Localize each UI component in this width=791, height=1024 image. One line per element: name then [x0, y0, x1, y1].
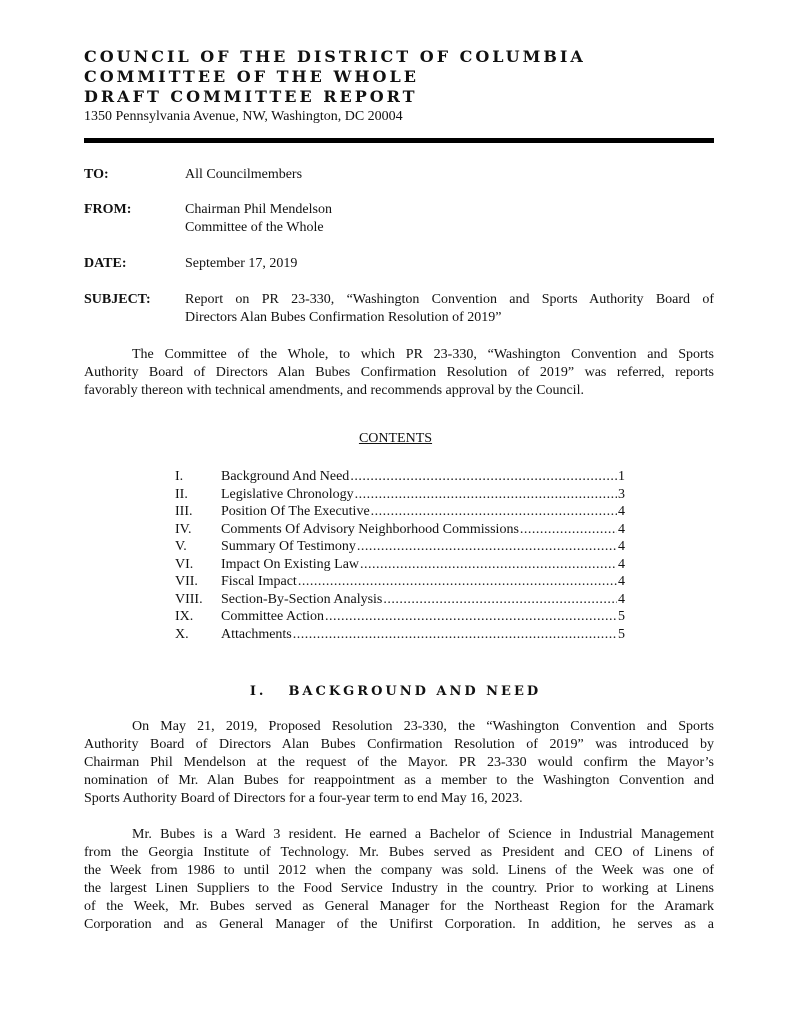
toc-leader	[357, 538, 617, 556]
council-address: 1350 Pennsylvania Avenue, NW, Washington, DC 20004	[84, 109, 403, 124]
toc-page-number: 3	[618, 486, 625, 502]
toc-leader	[383, 591, 617, 609]
toc-title: Fiscal Impact	[221, 574, 297, 589]
toc-page-number: 5	[618, 609, 625, 624]
toc-page-number: 4	[618, 556, 625, 572]
to-label: TO:	[84, 167, 109, 182]
toc-number: I.	[175, 469, 184, 484]
paragraph-line: On May 21, 2019, Proposed Resolution 23-330, the “Washington Convention and Sports	[132, 719, 714, 734]
toc-entry	[175, 521, 625, 539]
background-paragraph-1	[84, 718, 714, 808]
toc-entry	[175, 626, 625, 644]
toc-number: V.	[175, 539, 187, 554]
toc-number: II.	[175, 486, 188, 502]
header-rule	[84, 138, 714, 143]
background-paragraph-2	[84, 826, 714, 934]
toc-entry	[175, 573, 625, 591]
subject-value-line-1: Report on PR 23-330, “Washington Convention and Sports Authority Board of	[185, 292, 714, 307]
paragraph-line: Mr. Bubes is a Ward 3 resident. He earned a Bachelor of Science in Industrial Management	[132, 827, 714, 842]
paragraph-line: from the Georgia Institute of Technology. Mr. Bubes served as President and CEO of Linens of	[84, 845, 714, 860]
intro-line: favorably thereon with technical amendments, and recommends approval by the Council.	[84, 383, 584, 398]
section-heading	[0, 683, 791, 701]
toc-page-number: 4	[618, 574, 625, 589]
toc-leader	[520, 521, 617, 539]
toc-number: VII.	[175, 574, 198, 589]
toc-entry	[175, 591, 625, 609]
toc-page-number: 4	[618, 591, 625, 607]
toc-number: VI.	[175, 556, 194, 572]
toc-entry	[175, 538, 625, 556]
paragraph-line: Corporation and as General Manager of the Unifirst Corporation. In addition, he serves as a	[84, 917, 714, 932]
toc-entry	[175, 608, 625, 626]
toc-leader	[293, 626, 617, 644]
toc-number: VIII.	[175, 591, 203, 607]
to-value: All Councilmembers	[185, 167, 303, 182]
intro-paragraph	[84, 346, 714, 400]
toc-page-number: 4	[618, 504, 625, 519]
paragraph-line: Chairman Phil Mendelson at the request of the Mayor. PR 23-330 would confirm the Mayor’s	[84, 755, 714, 770]
toc-page-number: 4	[618, 539, 625, 554]
contents-title: CONTENTS	[358, 431, 433, 446]
toc-leader	[325, 608, 617, 626]
toc-title: Position Of The Executive	[221, 504, 370, 519]
toc-leader	[350, 468, 617, 486]
paragraph-line: Sports Authority Board of Directors for a four-year term to end May 16, 2023.	[84, 791, 523, 806]
toc-title: Attachments	[221, 626, 292, 642]
toc-title: Committee Action	[221, 609, 325, 624]
toc-number: III.	[175, 504, 193, 519]
paragraph-line: the largest Linen Suppliers to the Food Service Industry in the country. Prior to working at Linens	[84, 881, 714, 896]
toc-entry	[175, 486, 625, 504]
section-number: I.	[249, 684, 267, 699]
paragraph-line: nomination of Mr. Alan Bubes for reappointment as a member to the Washington Convention and	[84, 773, 714, 788]
subject-value-line-2: Directors Alan Bubes Confirmation Resolution of 2019”	[185, 310, 502, 325]
toc-number: IV.	[175, 521, 192, 537]
from-value-name: Chairman Phil Mendelson	[185, 202, 332, 217]
toc-leader	[298, 573, 617, 591]
paragraph-line: the Week from 1986 to until 2012 when the company was sold. Linens of the Week was one of	[84, 863, 714, 878]
intro-line: The Committee of the Whole, to which PR 23-330, “Washington Convention and Sports	[132, 347, 714, 362]
toc-title: Legislative Chronology	[221, 486, 354, 502]
toc-leader	[371, 503, 617, 521]
from-value-committee: Committee of the Whole	[185, 220, 324, 235]
committee-name: COMMITTEE OF THE WHOLE	[84, 67, 419, 86]
toc-page-number: 5	[618, 626, 625, 642]
toc-title: Impact On Existing Law	[221, 556, 360, 572]
toc-entry	[175, 556, 625, 574]
toc-title: Section-By-Section Analysis	[221, 591, 383, 607]
council-name: COUNCIL OF THE DISTRICT OF COLUMBIA	[84, 47, 586, 66]
toc-leader	[355, 486, 617, 504]
toc-title: Background And Need	[221, 469, 350, 484]
toc-number: IX.	[175, 609, 194, 624]
date-value: September 17, 2019	[185, 256, 298, 271]
toc-leader	[360, 556, 617, 574]
toc-title: Comments Of Advisory Neighborhood Commissions	[221, 521, 519, 537]
toc-entry	[175, 468, 625, 486]
paragraph-line: Authority Board of Directors Alan Bubes Confirmation Resolution of 2019” was introduced by	[84, 737, 714, 752]
subject-label: SUBJECT:	[84, 292, 151, 307]
paragraph-line: of the Week, Mr. Bubes served as General Manager for the Northeast Region for the Aramark	[84, 899, 714, 914]
toc-entry	[175, 503, 625, 521]
from-label: FROM:	[84, 202, 132, 217]
intro-line: Authority Board of Directors Alan Bubes Confirmation Resolution of 2019” was referred, reports	[84, 365, 714, 380]
toc-number: X.	[175, 626, 189, 642]
toc-page-number: 4	[618, 521, 625, 537]
toc-page-number: 1	[618, 469, 625, 484]
report-type: DRAFT COMMITTEE REPORT	[84, 87, 418, 106]
date-label: DATE:	[84, 256, 127, 271]
toc-title: Summary Of Testimony	[221, 539, 356, 554]
table-of-contents	[175, 468, 625, 643]
section-title: BACKGROUND AND NEED	[288, 684, 542, 699]
